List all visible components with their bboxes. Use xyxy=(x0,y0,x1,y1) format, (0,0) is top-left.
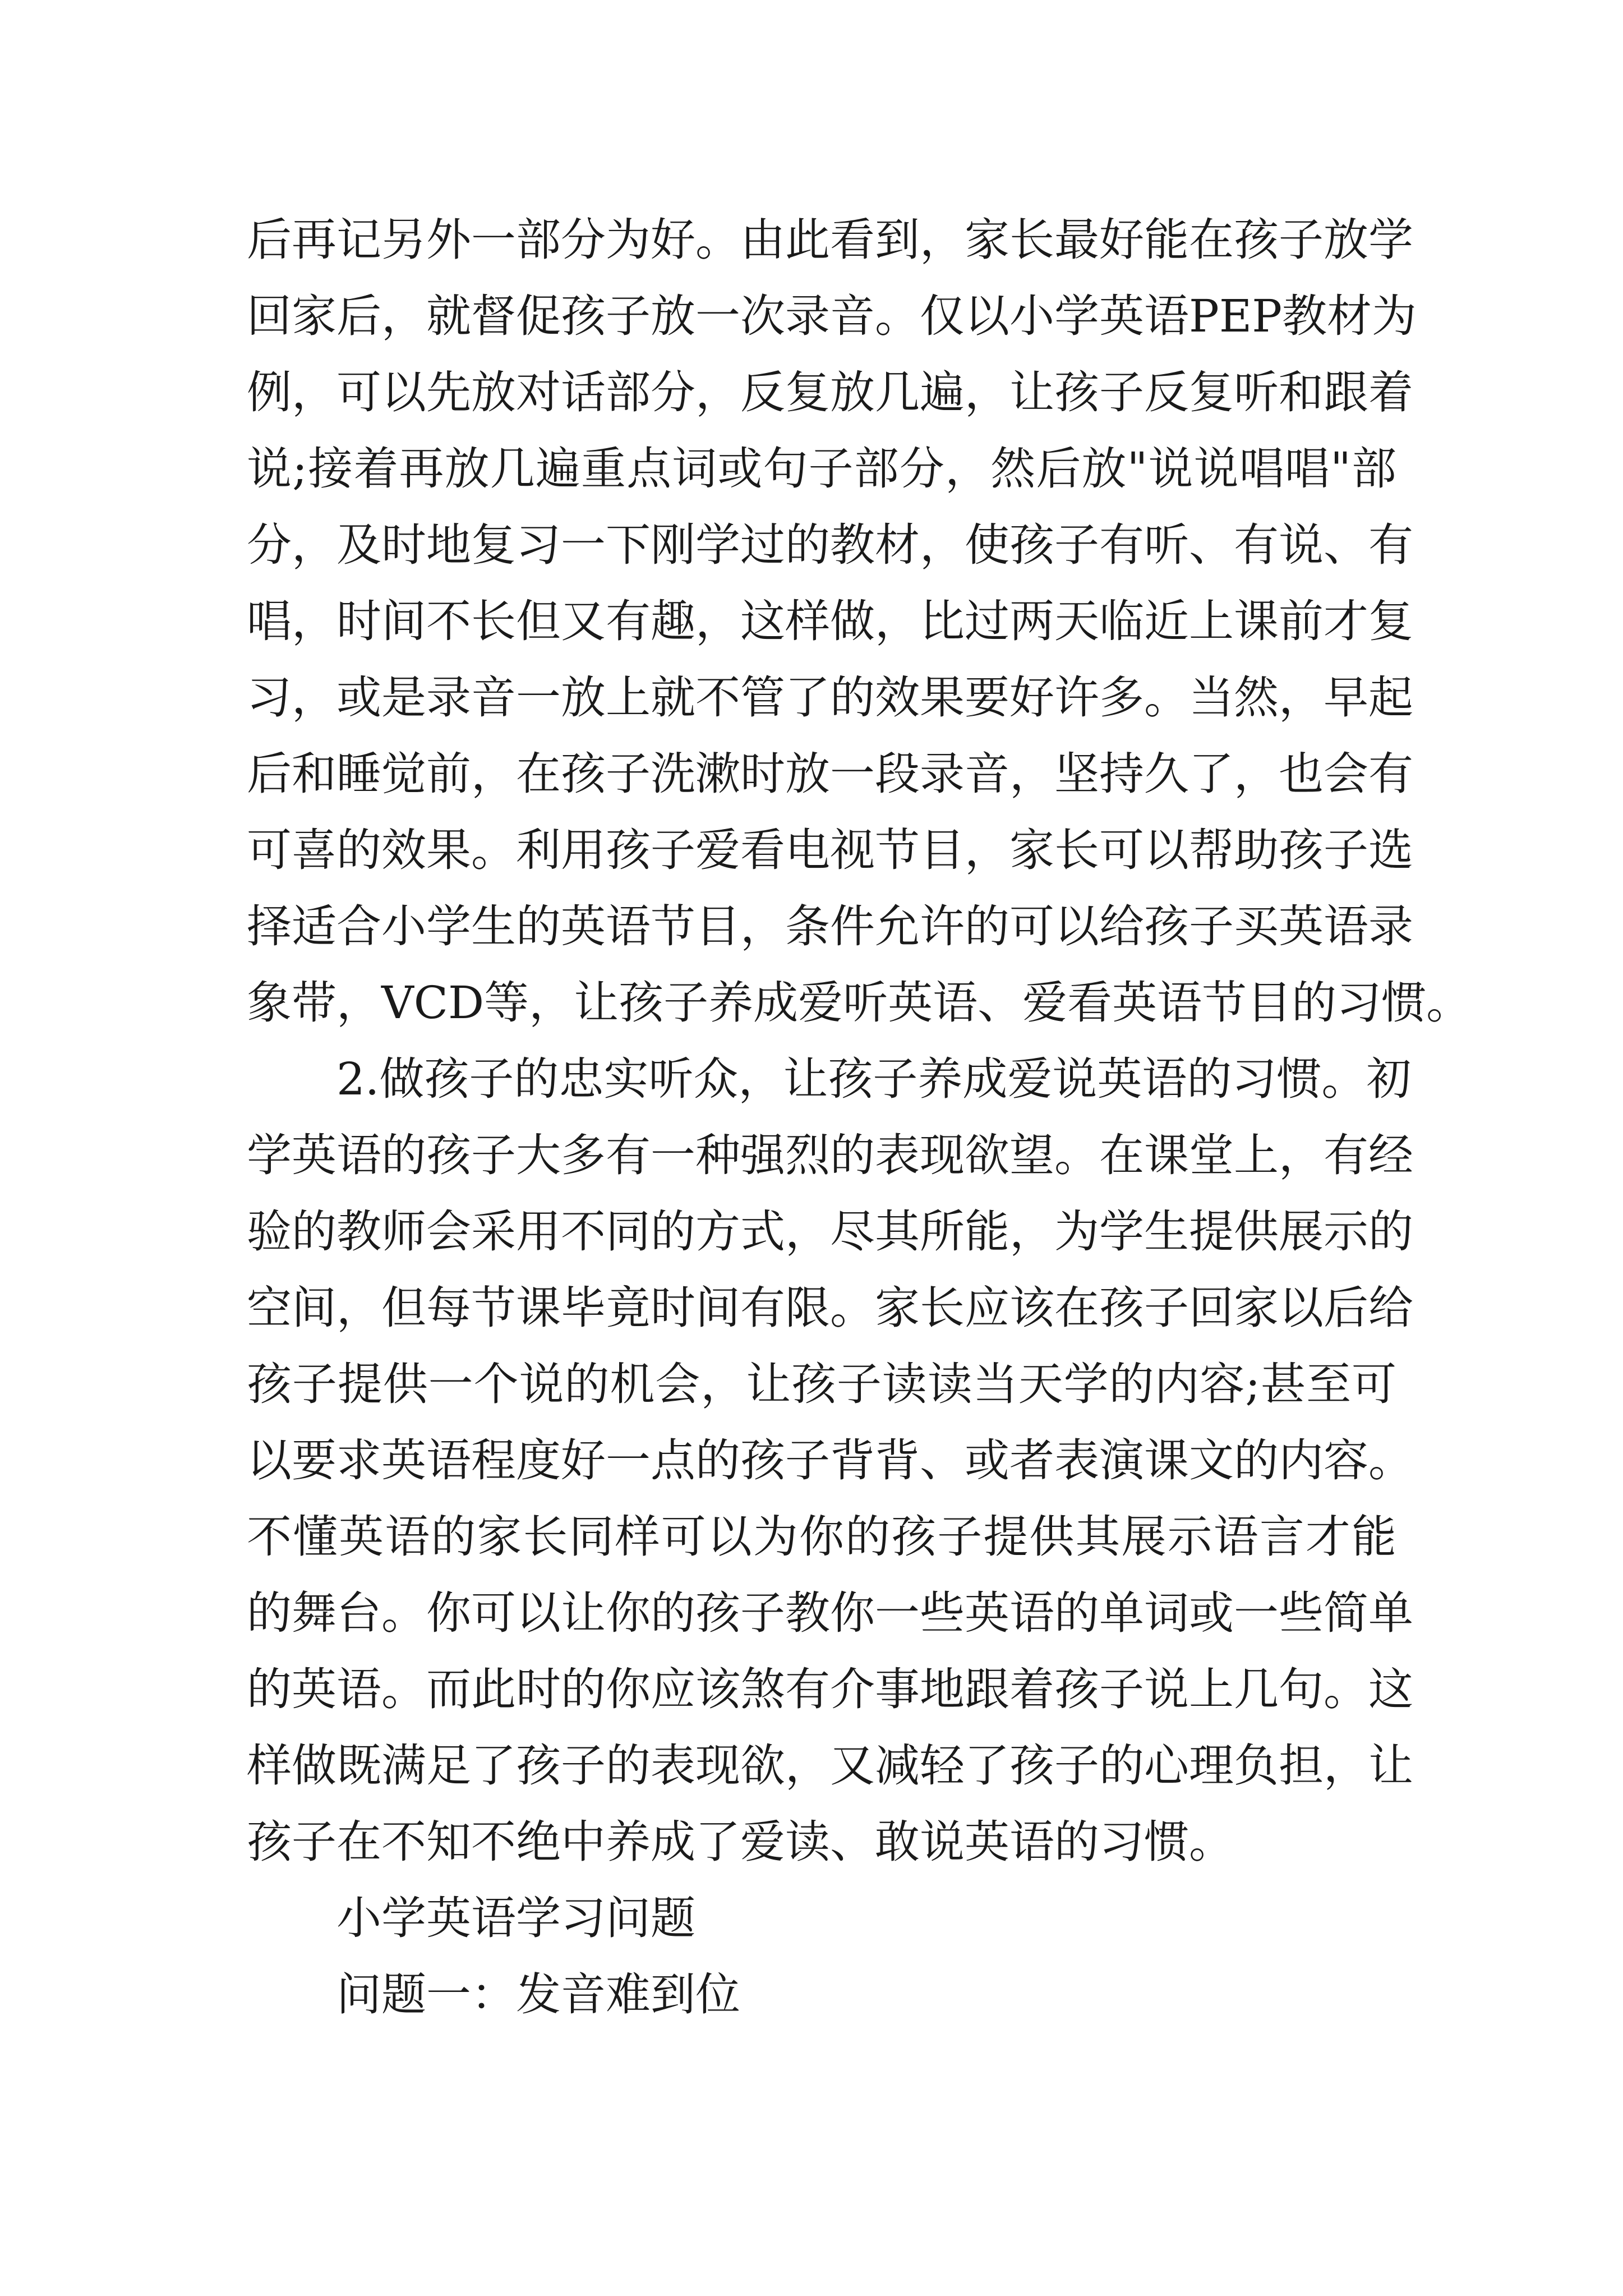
text-line: 的舞台。你可以让你的孩子教你一些英语的单词或一些简单 xyxy=(247,1587,1413,1639)
question-heading: 问题一：发音难到位 xyxy=(336,1968,740,2021)
text-line-first: 2.做孩子的忠实听众，让孩子养成爱说英语的习惯。初 xyxy=(336,1053,1412,1105)
text-line: 不懂英语的家长同样可以为你的孩子提供其展示语言才能 xyxy=(247,1511,1396,1563)
section-heading: 小学英语学习问题 xyxy=(336,1892,695,1944)
paragraph-item-2 xyxy=(247,1041,1413,1880)
text-line: 说;接着再放几遍重点词或句子部分，然后放"说说唱唱"部 xyxy=(247,443,1396,495)
text-line: 择适合小学生的英语节目，条件允许的可以给孩子买英语录 xyxy=(247,900,1413,953)
text-line: 象带，VCD等，让孩子养成爱听英语、爱看英语节目的习惯。 xyxy=(247,977,1472,1029)
text-line: 回家后，就督促孩子放一次录音。仅以小学英语PEP教材为 xyxy=(247,290,1417,342)
text-line: 唱，时间不长但又有趣，这样做，比过两天临近上课前才复 xyxy=(247,595,1413,647)
text-line: 孩子在不知不绝中养成了爱读、敢说英语的习惯。 xyxy=(247,1816,1234,1868)
document-body xyxy=(247,202,1472,2033)
text-line: 后和睡觉前，在孩子洗漱时放一段录音，坚持久了，也会有 xyxy=(247,748,1413,800)
paragraph-continuation xyxy=(247,202,1472,1041)
text-line: 样做既满足了孩子的表现欲，又减轻了孩子的心理负担，让 xyxy=(247,1740,1413,1792)
text-line: 的英语。而此时的你应该煞有介事地跟着孩子说上几句。这 xyxy=(247,1663,1413,1715)
text-line: 例，可以先放对话部分，反复放几遍，让孩子反复听和跟着 xyxy=(247,366,1413,418)
text-line: 以要求英语程度好一点的孩子背背、或者表演课文的内容。 xyxy=(247,1434,1413,1487)
text-line: 可喜的效果。利用孩子爱看电视节目，家长可以帮助孩子选 xyxy=(247,824,1413,876)
text-line: 验的教师会采用不同的方式，尽其所能，为学生提供展示的 xyxy=(247,1205,1413,1258)
text-line: 空间，但每节课毕竟时间有限。家长应该在孩子回家以后给 xyxy=(247,1282,1413,1334)
text-line: 后再记另外一部分为好。由此看到，家长最好能在孩子放学 xyxy=(247,214,1413,266)
text-line: 习，或是录音一放上就不管了的效果要好许多。当然，早起 xyxy=(247,671,1413,724)
text-line: 学英语的孩子大多有一种强烈的表现欲望。在课堂上，有经 xyxy=(247,1129,1413,1181)
text-line: 孩子提供一个说的机会，让孩子读读当天学的内容;甚至可 xyxy=(247,1358,1396,1410)
text-line: 分，及时地复习一下刚学过的教材，使孩子有听、有说、有 xyxy=(247,519,1413,571)
